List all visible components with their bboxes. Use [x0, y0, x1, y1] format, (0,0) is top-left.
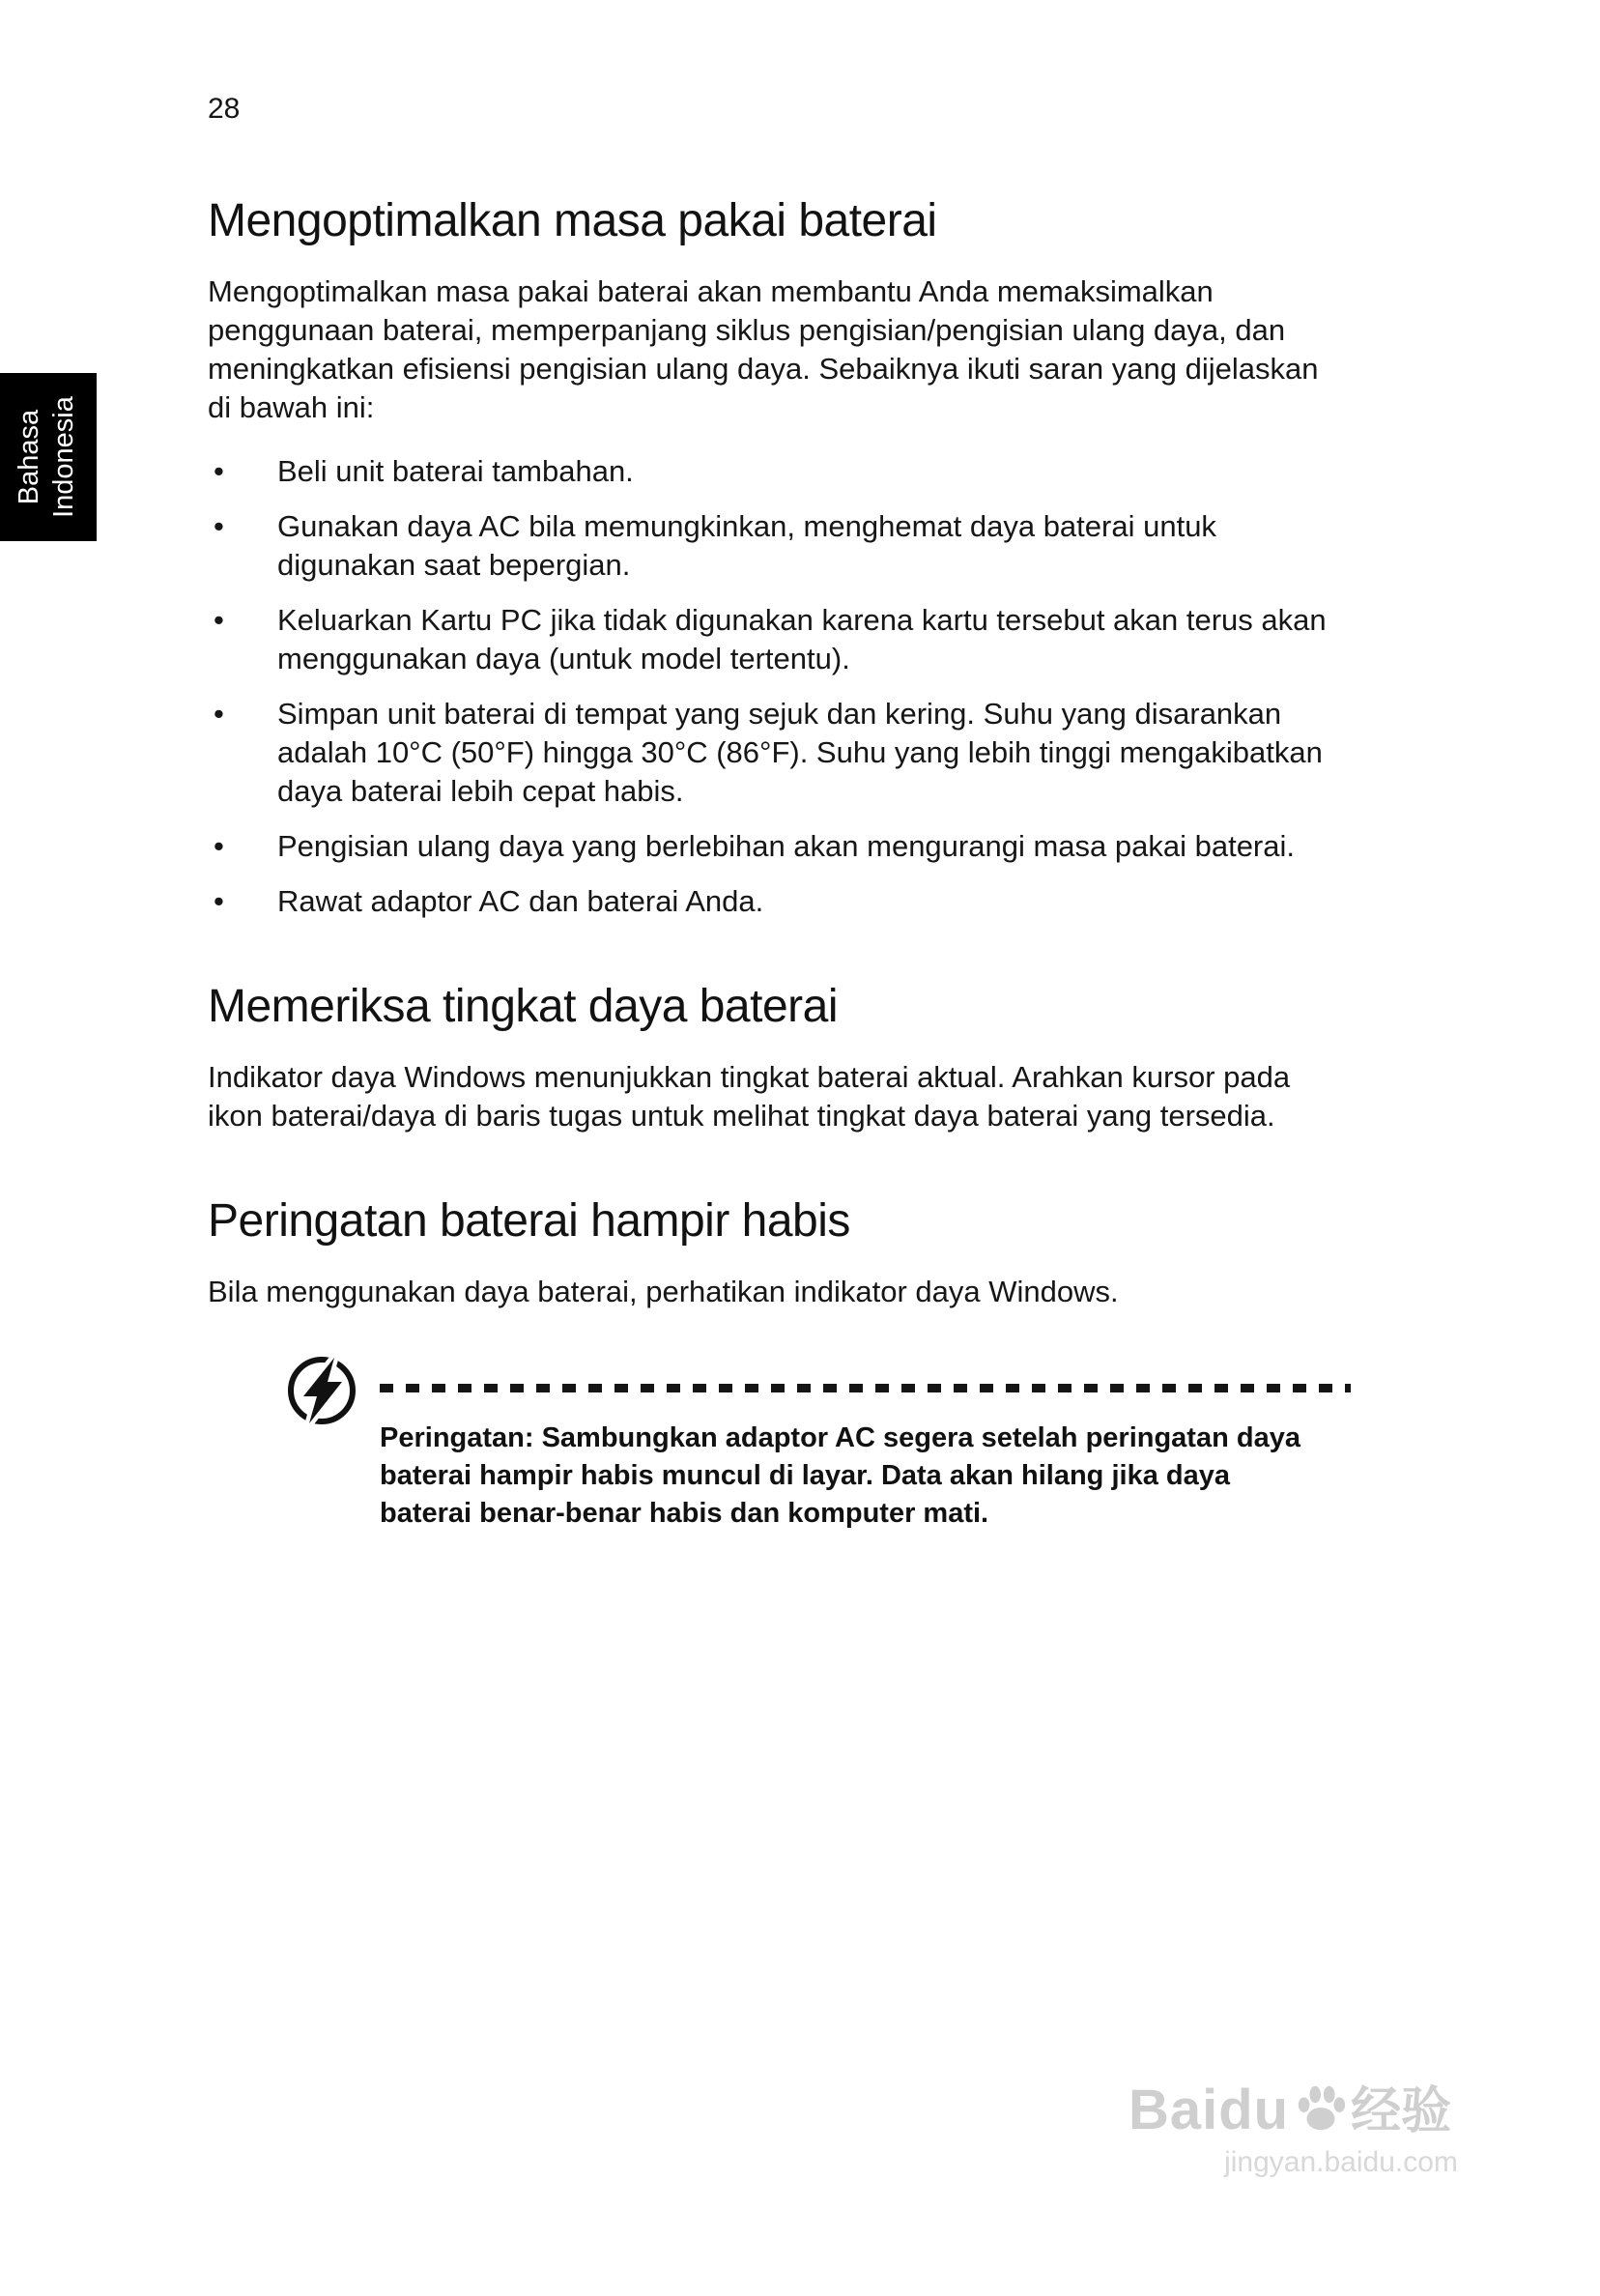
paragraph-low-battery: Bila menggunakan daya baterai, perhatikan indikator daya Windows. [208, 1275, 1119, 1308]
language-tab [0, 373, 97, 541]
language-tab-text [0, 373, 97, 541]
warning-text: Peringatan: Sambungkan adaptor AC segera setelah peringatan daya baterai hampir habis muncul di layar. Data akan hilang jika daya baterai benar-benar habis dan komputer mati. [380, 1422, 1300, 1529]
watermark-brand-text: Baidu [1129, 2079, 1290, 2141]
baidu-watermark [1129, 2070, 1554, 2179]
page-number: 28 [208, 93, 241, 125]
paragraph-optimize-battery: Mengoptimalkan masa pakai baterai akan membantu Anda memaksimalkan penggunaan baterai, memperpanjang siklus pengisian/pengisian ulang daya, dan meningkatkan efisiensi pengisian ulang daya. Sebaiknya ikuti saran yang dijelaskan di bawah ini: [208, 274, 1319, 424]
list-item: • Gunakan daya AC bila memungkinkan, menghemat daya baterai untuk digunakan saat bepergian. [208, 507, 1329, 585]
watermark-logo-row [1129, 2070, 1554, 2142]
dotted-separator [380, 1384, 1351, 1392]
language-tab-line2: Indonesia [48, 396, 79, 518]
list-item: • Simpan unit baterai di tempat yang sejuk dan kering. Suhu yang disarankan adalah 10°C (50°F) hingga 30°C (86°F). Suhu yang lebih tinggi mengakibatkan daya baterai lebih cepat habis. [208, 695, 1329, 811]
list-item: • Rawat adaptor AC dan baterai Anda. [208, 882, 1329, 921]
list-item: • Pengisian ulang daya yang berlebihan akan mengurangi masa pakai baterai. [208, 827, 1329, 866]
document-content [208, 0, 1353, 1533]
list-item: • Keluarkan Kartu PC jika tidak digunakan karena kartu tersebut akan terus akan menggunakan daya (untuk model tertentu). [208, 601, 1329, 678]
section-heading-low-battery: Peringatan baterai hampir habis [208, 1195, 850, 1247]
watermark-url: jingyan.baidu.com [1224, 2146, 1458, 2178]
section-heading-check-battery: Memeriksa tingkat daya baterai [208, 981, 838, 1032]
section-heading-optimize-battery: Mengoptimalkan masa pakai baterai [208, 195, 937, 246]
paragraph-check-battery: Indikator daya Windows menunjukkan tingkat baterai aktual. Arahkan kursor pada ikon baterai/daya di baris tugas untuk melihat tingkat daya baterai yang tersedia. [208, 1060, 1291, 1133]
warning-block [208, 1354, 1353, 1533]
warning-body [380, 1354, 1353, 1533]
language-tab-line1: Bahasa [14, 409, 44, 505]
battery-tips-list [208, 452, 1353, 921]
list-item: • Beli unit baterai tambahan. [208, 452, 1329, 491]
watermark-brand-suffix: 经验 [1351, 2083, 1452, 2139]
paw-icon [1293, 2081, 1349, 2137]
lightning-warning-icon [285, 1354, 358, 1427]
